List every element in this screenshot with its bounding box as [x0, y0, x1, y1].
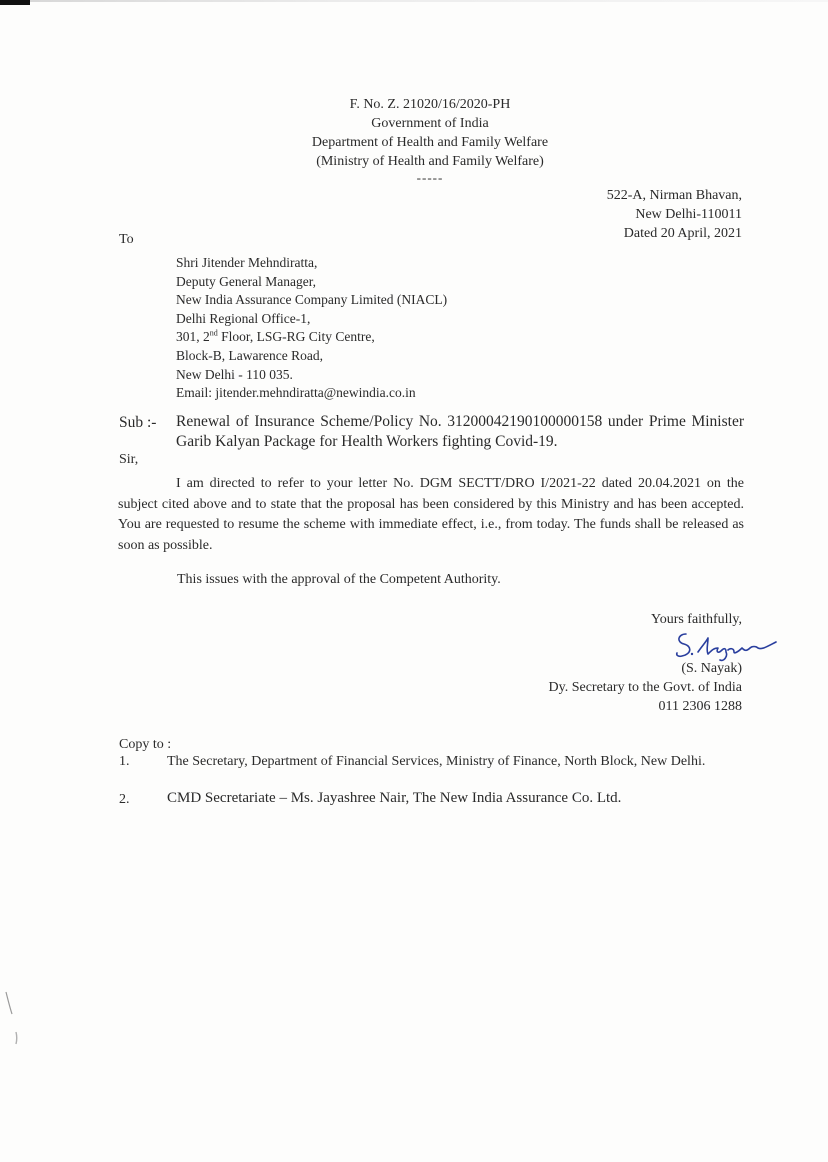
recipient-office: Delhi Regional Office-1, — [176, 310, 311, 326]
body-paragraph: I am directed to refer to your letter No. DGM SECTT/DRO I/2021-22 dated 20.04.2021 on the subject cited above and to state that the proposal has been considered by this Ministry and has been accepted. You are requested to resume the scheme with immediate effect, i.e., from today. The funds shall be released as soon as possible. — [118, 476, 744, 553]
approval-line: This issues with the approval of the Competent Authority. — [177, 572, 501, 587]
to-label: To — [119, 232, 134, 247]
signatory-phone: 011 2306 1288 — [658, 699, 742, 714]
salutation: Sir, — [119, 452, 139, 467]
recipient-company: New India Assurance Company Limited (NIACL) — [176, 292, 448, 308]
recipient-block: Block-B, Lawarence Road, — [176, 347, 323, 363]
letter-date: Dated 20 April, 2021 — [623, 226, 742, 241]
signature-image — [672, 628, 784, 662]
copy-item-text-1: The Secretary, Department of Financial Services, Ministry of Finance, North Block, New Delhi. — [167, 754, 706, 769]
department-line: Department of Health and Family Welfare — [311, 135, 549, 150]
signatory-name: (S. Nayak) — [681, 661, 742, 676]
scan-top-shadow — [30, 0, 828, 2]
recipient-street — [176, 328, 447, 347]
closing-yours: Yours faithfully, — [650, 612, 742, 627]
street-suffix: Floor, LSG-RG City Centre, — [217, 329, 375, 345]
file-number: F. No. Z. 21020/16/2020-PH — [349, 97, 511, 112]
subject-label: Sub :- — [119, 414, 157, 431]
header-separator: ----- — [416, 170, 444, 185]
scan-artifact-mark — [4, 990, 22, 1050]
scan-edge-mark — [0, 0, 30, 5]
copy-item-number-1: 1. — [119, 754, 130, 769]
copy-to-label: Copy to : — [119, 737, 172, 752]
recipient-address — [176, 254, 447, 403]
copy-item-number-2: 2. — [119, 792, 130, 807]
signatory-designation: Dy. Secretary to the Govt. of India — [548, 680, 742, 695]
ministry-line: (Ministry of Health and Family Welfare) — [316, 154, 544, 169]
subject-text: Renewal of Insurance Scheme/Policy No. 31200042190100000158 under Prime Minister Garib Kalyan Package for Health Workers fighting Covid-19. — [176, 413, 744, 450]
sender-address-line2: New Delhi-110011 — [635, 207, 742, 222]
sender-address-line1: 522-A, Nirman Bhavan, — [606, 188, 742, 203]
copy-item-text-2: CMD Secretariate – Ms. Jayashree Nair, The New India Assurance Co. Ltd. — [167, 790, 622, 806]
recipient-email: Email: jitender.mehndiratta@newindia.co.in — [176, 385, 416, 401]
street-ordinal: nd — [209, 328, 218, 338]
recipient-name: Shri Jitender Mehndiratta, — [176, 255, 318, 270]
recipient-designation: Deputy General Manager, — [176, 273, 317, 289]
government-line: Government of India — [371, 116, 489, 131]
signatory-block — [549, 659, 742, 716]
recipient-city: New Delhi - 110 035. — [176, 366, 293, 382]
street-prefix: 301, 2 — [176, 329, 210, 345]
